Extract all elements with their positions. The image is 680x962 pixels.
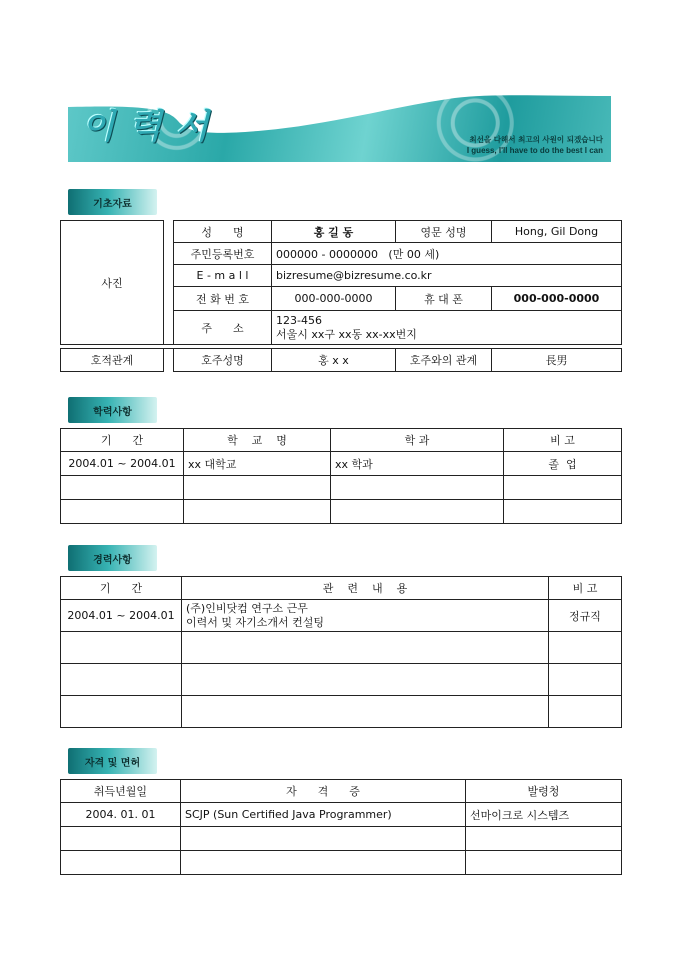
section-tab-career: 경력사항 (68, 545, 157, 571)
career-period (61, 664, 182, 696)
edu-school (184, 476, 331, 500)
address-label: 주 소 (174, 311, 272, 345)
license-issuer (466, 827, 622, 851)
edu-note (504, 476, 622, 500)
license-date (61, 851, 181, 875)
spacer (164, 349, 174, 372)
name-value: 홍 길 동 (272, 221, 396, 243)
career-period (61, 696, 182, 728)
career-content (182, 600, 549, 632)
section-tab-education: 학력사항 (68, 397, 157, 423)
head-name-value: 홍 x x (272, 349, 396, 372)
edu-major (331, 500, 504, 524)
career-note (549, 664, 622, 696)
career-note: 정규직 (549, 600, 622, 632)
license-header-date: 취득년월일 (61, 780, 181, 803)
relation-label: 호주와의 관계 (396, 349, 492, 372)
edu-header-period: 기 간 (61, 429, 184, 452)
career-content (182, 696, 549, 728)
career-content-line-2: 이력서 및 자기소개서 컨설팅 (186, 615, 325, 629)
career-header-note: 비 고 (549, 577, 622, 600)
career-note (549, 632, 622, 664)
basic-info-table (60, 220, 622, 372)
license-table (60, 779, 622, 875)
banner-slogan-ko: 최선을 다해서 최고의 사원이 되겠습니다 (469, 135, 603, 144)
edu-note: 졸 업 (504, 452, 622, 476)
edu-school (184, 500, 331, 524)
table-row (61, 696, 622, 728)
career-header-content: 관 련 내 용 (182, 577, 549, 600)
career-content (182, 664, 549, 696)
family-label: 호적관계 (61, 349, 164, 372)
edu-header-note: 비 고 (504, 429, 622, 452)
license-header-cert: 자 격 증 (181, 780, 466, 803)
edu-header-school: 학 교 명 (184, 429, 331, 452)
license-header-issuer: 발령청 (466, 780, 622, 803)
license-date (61, 827, 181, 851)
table-row (61, 500, 622, 524)
license-cert (181, 827, 466, 851)
phone-label: 전 화 번 호 (174, 287, 272, 311)
education-table (60, 428, 622, 524)
table-row (61, 851, 622, 875)
section-tab-license: 자격 및 면허 (68, 748, 157, 774)
edu-period: 2004.01 ~ 2004.01 (61, 452, 184, 476)
eng-name-value: Hong, Gil Dong (492, 221, 622, 243)
license-issuer: 선마이크로 시스템즈 (466, 803, 622, 827)
table-row (61, 803, 622, 827)
mobile-label: 휴 대 폰 (396, 287, 492, 311)
rrn-value: 000000 - 0000000 (만 00 세) (272, 243, 622, 265)
table-row (61, 452, 622, 476)
eng-name-label: 영문 성명 (396, 221, 492, 243)
name-label: 성 명 (174, 221, 272, 243)
address-value (272, 311, 622, 345)
table-row (61, 664, 622, 696)
table-row (61, 600, 622, 632)
edu-major (331, 476, 504, 500)
career-content-line-1: (주)인비닷컴 연구소 근무 (186, 601, 308, 615)
rrn-label: 주민등록번호 (174, 243, 272, 265)
license-date: 2004. 01. 01 (61, 803, 181, 827)
edu-header-major: 학 과 (331, 429, 504, 452)
career-note (549, 696, 622, 728)
license-cert (181, 851, 466, 875)
relation-value: 長男 (492, 349, 622, 372)
edu-major: xx 학과 (331, 452, 504, 476)
section-tab-basic: 기초자료 (68, 189, 157, 215)
mobile-value: 000-000-0000 (492, 287, 622, 311)
edu-period (61, 476, 184, 500)
license-issuer (466, 851, 622, 875)
edu-period (61, 500, 184, 524)
table-row (61, 632, 622, 664)
phone-value: 000-000-0000 (272, 287, 396, 311)
email-label: E - m a l l (174, 265, 272, 287)
edu-school: xx 대학교 (184, 452, 331, 476)
table-row (61, 827, 622, 851)
license-cert: SCJP (Sun Certified Java Programmer) (181, 803, 466, 827)
table-row (61, 476, 622, 500)
spacer (164, 221, 174, 345)
head-name-label: 호주성명 (174, 349, 272, 372)
career-content (182, 632, 549, 664)
career-table (60, 576, 622, 728)
title-banner (68, 91, 611, 162)
banner-slogan-en: I guess, I'll have to do the best I can (466, 146, 603, 155)
career-period (61, 632, 182, 664)
page-title: 이력서 (82, 107, 223, 147)
edu-note (504, 500, 622, 524)
address-line-2: 서울시 xx구 xx동 xx-xx번지 (276, 327, 417, 341)
address-line-1: 123-456 (276, 313, 322, 327)
career-header-period: 기 간 (61, 577, 182, 600)
career-period: 2004.01 ~ 2004.01 (61, 600, 182, 632)
photo-placeholder: 사진 (61, 221, 164, 345)
email-value: bizresume@bizresume.co.kr (272, 265, 622, 287)
